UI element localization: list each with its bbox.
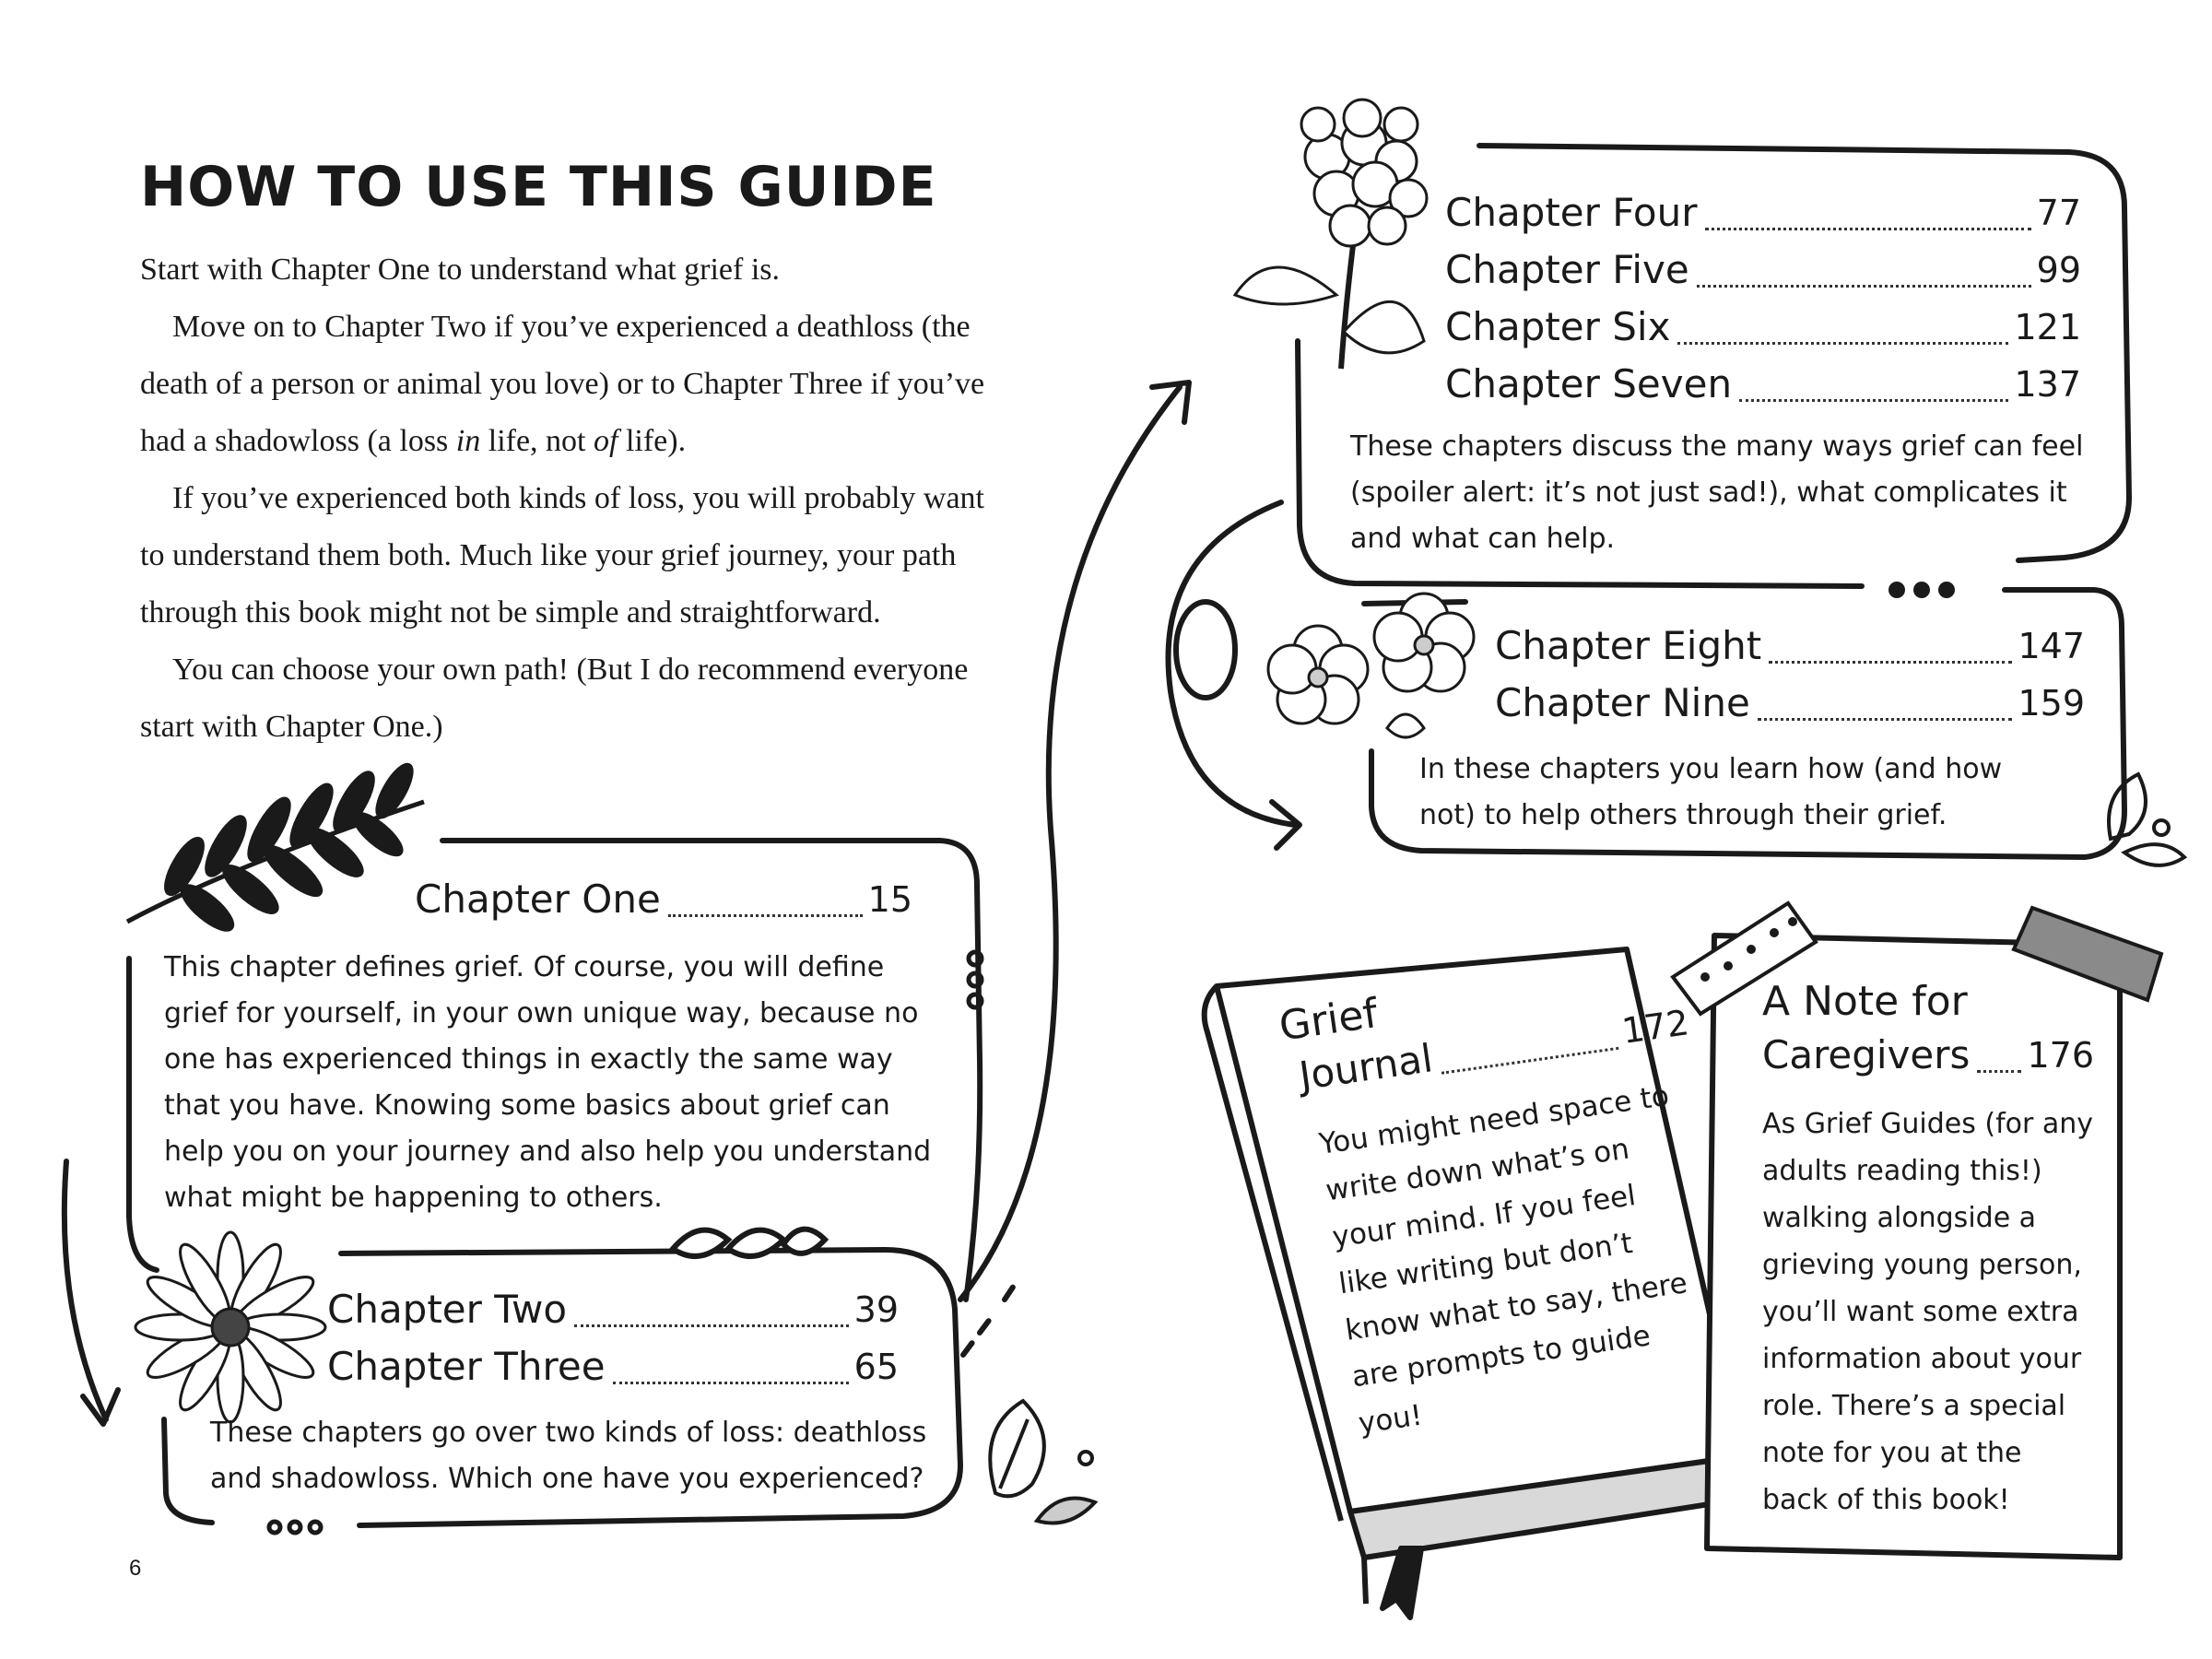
leader-dots xyxy=(1697,285,2031,288)
leader-dots xyxy=(574,1324,849,1327)
page-number: 15 xyxy=(867,879,912,920)
caregivers-label-line1: A Note for xyxy=(1762,978,1968,1025)
leader-dots xyxy=(1977,1070,2021,1073)
journal-label-line2: Journal xyxy=(1296,1035,1436,1100)
chapter-label: Chapter Six xyxy=(1445,304,1671,349)
page-number: 172 xyxy=(1619,1002,1692,1052)
leader-dots xyxy=(1739,399,2008,402)
leader-dots xyxy=(1441,1047,1619,1075)
chapters-two-three-description: These chapters go over two kinds of loss: deathloss and shadowloss. Which one have you experienced? xyxy=(210,1417,927,1495)
chapter-label: Chapter Eight xyxy=(1495,623,1762,668)
intro-paragraph: Start with Chapter One to understand what grief is. xyxy=(140,253,781,287)
toc-entry-chapter-eight[interactable] xyxy=(1495,618,2085,675)
page-number: 121 xyxy=(2014,307,2081,347)
toc-entry-chapter-one[interactable] xyxy=(415,871,912,928)
toc-entry-chapter-six[interactable] xyxy=(1445,299,2081,356)
toc-group-two-three xyxy=(327,1281,899,1395)
chapter-label: Chapter Seven xyxy=(1445,361,1733,406)
chapter-label: Chapter Four xyxy=(1445,190,1698,235)
toc-entry-grief-journal[interactable] xyxy=(1277,948,1741,1451)
leaf-sprig-icon xyxy=(673,1230,825,1256)
page-title: HOW TO USE THIS GUIDE xyxy=(140,155,937,219)
page-number: 99 xyxy=(2036,250,2081,290)
intro-text xyxy=(140,241,997,756)
leader-dots xyxy=(1769,661,2012,664)
chapters-four-seven-description: These chapters discuss the many ways grief can feel (spoiler alert: it’s not just sad!), what complicates it and what can help. xyxy=(1350,430,2084,555)
page-number: 176 xyxy=(2027,1035,2094,1076)
intro-paragraph: If you’ve experienced both kinds of loss, you will probably want to understand them both. Much like your grief journey, your path through this book might not be simple and straightforward. xyxy=(140,481,984,629)
toc-entry-caregivers[interactable] xyxy=(1762,977,2094,1524)
forget-me-not-flowers-icon xyxy=(1268,594,1474,737)
toc-entry-chapter-two[interactable] xyxy=(327,1281,899,1338)
chapter-label: Chapter Two xyxy=(327,1287,568,1332)
journal-label-line1: Grief xyxy=(1276,990,1381,1051)
chapter-label: Chapter Five xyxy=(1445,247,1689,292)
fern-branch-icon xyxy=(127,760,424,936)
caregivers-description: As Grief Guides (for any adults reading this!) walking alongside a grieving young person, you’ll want some extra information about your role. There’s a special note for you at the back of this book! xyxy=(1762,1108,2094,1516)
leader-dots xyxy=(1758,718,2013,721)
leader-dots xyxy=(1677,342,2008,345)
leader-dots xyxy=(1705,228,2031,230)
toc-entry-chapter-seven[interactable] xyxy=(1445,356,2081,413)
journal-description: You might need space to write down what’s on your mind. If you feel like writing but don’t know what to say, there are prompts to guide you! xyxy=(1317,1078,1689,1441)
page-number: 77 xyxy=(2036,193,2081,233)
intro-paragraph: Move on to Chapter Two if you’ve experienced a deathloss (the death of a person or animal you love) or to Chapter Three if you’ve had a shadowloss (a loss in life, not of life). xyxy=(140,310,985,458)
chapters-eight-nine-description: In these chapters you learn how (and how not) to help others through their grief. xyxy=(1419,753,2003,831)
intro-paragraph: You can choose your own path! (But I do recommend everyone start with Chapter One.) xyxy=(140,653,969,744)
page-number-footer: 6 xyxy=(129,1556,142,1581)
toc-entry-chapter-three[interactable] xyxy=(327,1338,899,1395)
leader-dots xyxy=(668,914,863,917)
toc-group-eight-nine xyxy=(1495,618,2085,732)
toc-entry-chapter-nine[interactable] xyxy=(1495,675,2085,732)
page-number: 147 xyxy=(2018,626,2085,666)
toc-group-four-seven xyxy=(1445,184,2081,413)
chapter-label: Chapter Three xyxy=(327,1344,606,1389)
chapter-one-description: This chapter defines grief. Of course, you will define grief for yourself, in your own unique way, because no one has experienced things in exactly the same way that you have. Knowing some basics about grief can help you on your journey and also help you understand what might be happening to others. xyxy=(164,951,932,1214)
hydrangea-flower-icon xyxy=(1235,100,1427,369)
page-number: 159 xyxy=(2018,683,2085,724)
page-number: 137 xyxy=(2014,364,2081,405)
leader-dots xyxy=(613,1382,849,1384)
caregivers-label-line2: Caregivers xyxy=(1762,1032,1971,1077)
chapter-label: Chapter One xyxy=(415,877,661,922)
toc-entry-chapter-five[interactable] xyxy=(1445,241,2081,299)
page-number: 65 xyxy=(853,1347,899,1387)
daisy-flower-icon xyxy=(135,1232,325,1422)
chapter-label: Chapter Nine xyxy=(1495,680,1750,725)
page-number: 39 xyxy=(853,1289,899,1330)
toc-entry-chapter-four[interactable] xyxy=(1445,184,2081,241)
